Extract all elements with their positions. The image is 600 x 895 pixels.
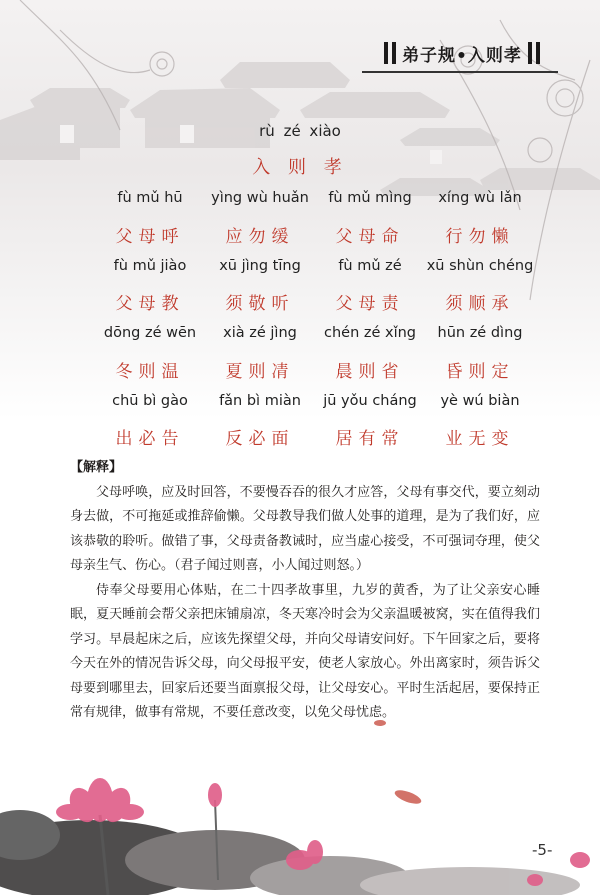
verse-hanzi-row bbox=[95, 424, 535, 449]
verse-pinyin: dōng zé wēn bbox=[103, 325, 197, 341]
header-title-text: 弟子规•入则孝 bbox=[402, 45, 522, 66]
explanation-paragraph: 侍奉父母要用心体贴，在二十四孝故事里，九岁的黄香，为了让父亲安心睡眠，夏天睡前会帮父亲把床铺扇凉，冬天寒冷时会为父亲温暖被窝，实在值得我们学习。早晨起床之后，应该先探望父母，并向父母请安问好。下午回家之后，要将今天在外的情况告诉父母，向父母报平安，使老人家放心。外出离家时，须告诉父母要到哪里去，回家后还要当面禀报父母，让父母安心。平时生活起居，要保持正常有规律，做事有常规，不要任意改变，以免父母忧虑。 bbox=[70, 582, 540, 720]
section-header bbox=[362, 38, 562, 68]
verse-pinyin-row bbox=[95, 190, 535, 206]
verse-pinyin: xià zé jìng bbox=[223, 325, 297, 341]
verse-hanzi: 父母责 bbox=[335, 294, 405, 314]
verse-pinyin: chū bì gào bbox=[112, 393, 188, 409]
header-underline bbox=[362, 71, 558, 73]
verse-hanzi: 父母呼 bbox=[115, 227, 185, 247]
title-pinyin: rù zé xiào bbox=[259, 122, 341, 140]
verse-hanzi: 须敬听 bbox=[225, 294, 295, 314]
verse-hanzi: 父母教 bbox=[115, 294, 185, 314]
verse-hanzi-row bbox=[95, 222, 535, 247]
verse-pinyin-row bbox=[95, 325, 535, 341]
verse-hanzi: 冬则温 bbox=[115, 362, 185, 382]
header-bar-right-2 bbox=[536, 42, 540, 64]
verse-hanzi: 出必告 bbox=[115, 429, 185, 449]
verse-pinyin: fù mǔ mìng bbox=[328, 190, 412, 206]
header-bar-right bbox=[528, 42, 532, 64]
verse-pinyin: jū yǒu cháng bbox=[323, 393, 417, 409]
verse-pinyin: xū jìng tīng bbox=[219, 258, 301, 274]
verse-pinyin: fù mǔ hū bbox=[117, 190, 183, 206]
koi-fish bbox=[374, 720, 423, 806]
title-hanzi: 入 则 孝 bbox=[252, 157, 348, 178]
explanation-paragraph: 父母呼唤，应及时回答，不要慢吞吞的很久才应答，父母有事交代，要立刻动身去做，不可拖延或推辞偷懒。父母教导我们做人处事的道理，是为了我们好，应该恭敬的聆听。做错了事，父母责备教诫时，应当虚心接受，不可强词夺理，使父母亲生气、伤心。（君子闻过则喜，小人闻过则怒。） bbox=[70, 484, 540, 573]
verse-hanzi: 父母命 bbox=[335, 227, 405, 247]
verse-pinyin-row bbox=[95, 393, 535, 409]
explanation-label: 【解释】 bbox=[70, 460, 123, 475]
header-bar-left bbox=[384, 42, 388, 64]
verse-pinyin: chén zé xǐng bbox=[323, 325, 417, 341]
verse-hanzi-row bbox=[95, 289, 535, 314]
verse-hanzi: 业无变 bbox=[445, 429, 515, 449]
explanation-section bbox=[70, 456, 540, 726]
page-number: -5- bbox=[532, 841, 553, 859]
verse-pinyin: xū shùn chéng bbox=[426, 258, 534, 274]
verse-hanzi: 反必面 bbox=[225, 429, 295, 449]
verse-hanzi: 行勿懒 bbox=[445, 227, 515, 247]
verse-hanzi: 须顺承 bbox=[445, 294, 515, 314]
header-bar-left-2 bbox=[392, 42, 396, 64]
verse-hanzi: 晨则省 bbox=[335, 362, 405, 382]
verse-pinyin: fù mǔ zé bbox=[338, 258, 402, 274]
verse-hanzi: 昏则定 bbox=[445, 362, 515, 382]
verse-hanzi: 夏则凊 bbox=[225, 362, 295, 382]
verse-pinyin-row bbox=[95, 258, 535, 274]
verse-hanzi: 应勿缓 bbox=[225, 227, 295, 247]
verse-pinyin: fǎn bì miàn bbox=[219, 393, 301, 409]
verse-hanzi-row bbox=[95, 357, 535, 382]
verse-pinyin: fù mǔ jiào bbox=[113, 258, 187, 274]
verse-hanzi: 居有常 bbox=[335, 429, 405, 449]
verse-pinyin: xíng wù lǎn bbox=[438, 190, 522, 206]
verse-pinyin: yìng wù huǎn bbox=[211, 190, 309, 206]
verse-pinyin: hūn zé dìng bbox=[437, 325, 523, 341]
verse-pinyin: yè wú biàn bbox=[440, 393, 520, 409]
